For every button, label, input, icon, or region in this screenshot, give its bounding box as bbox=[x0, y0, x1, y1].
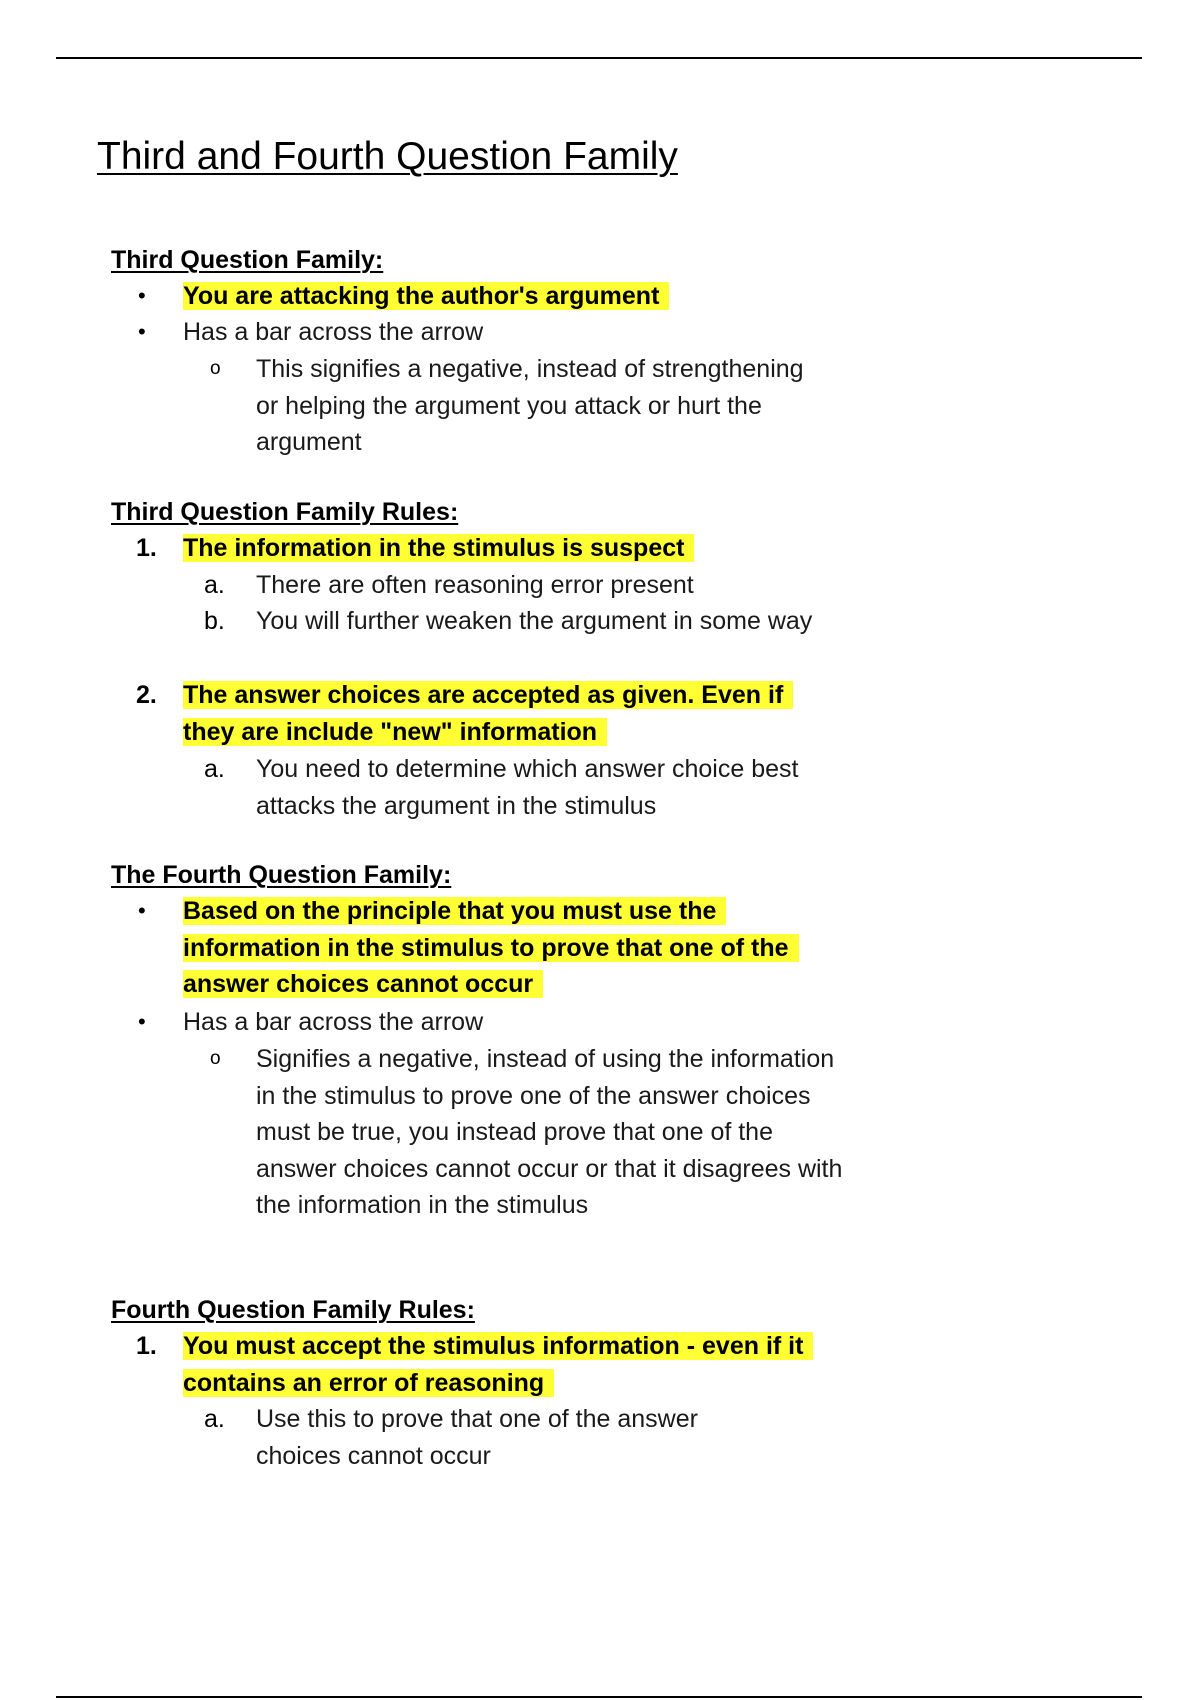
highlighted-text: Based on the principle that you must use the information in the stimulus to prove that one of the answer choices cannot occur bbox=[183, 897, 799, 998]
list-number: 2. bbox=[136, 681, 157, 709]
list-item-text: There are often reasoning error present bbox=[256, 571, 694, 599]
list-item-text: Has a bar across the arrow bbox=[183, 1008, 484, 1036]
list-item-text: Signifies a negative, instead of using the information in the stimulus to prove one of the answer choices must be true, you instead prove that one of the answer choices cannot occur or that it disagrees with the information in the stimulus bbox=[256, 1045, 843, 1219]
bullet-icon: • bbox=[138, 319, 146, 344]
top-rule bbox=[56, 57, 1142, 59]
list-item bbox=[204, 751, 816, 824]
heading-fourth-question-family: The Fourth Question Family: bbox=[111, 861, 452, 889]
list-item bbox=[204, 603, 836, 640]
list-item-text: You need to determine which answer choice best attacks the argument in the stimulus bbox=[256, 755, 799, 820]
list-item-text: You will further weaken the argument in some way bbox=[256, 607, 813, 635]
circle-bullet-icon: o bbox=[210, 358, 221, 379]
list-item-text: This signifies a negative, instead of strengthening or helping the argument you attack or hurt the argument bbox=[256, 355, 804, 456]
list-item bbox=[136, 1328, 843, 1401]
page-title: Third and Fourth Question Family bbox=[97, 135, 678, 178]
circle-bullet-icon: o bbox=[210, 1048, 221, 1069]
list-item bbox=[138, 893, 843, 1003]
list-item bbox=[204, 1401, 776, 1474]
list-letter: b. bbox=[204, 607, 225, 635]
highlighted-text: The answer choices are accepted as given. Even if they are include "new" information bbox=[183, 681, 793, 746]
list-item bbox=[136, 530, 823, 567]
list-item bbox=[210, 351, 816, 461]
heading-third-question-family: Third Question Family: bbox=[111, 246, 384, 274]
bottom-rule bbox=[56, 1696, 1142, 1698]
highlighted-text: You are attacking the author's argument bbox=[183, 282, 669, 310]
list-item bbox=[136, 677, 813, 750]
list-item-text: Has a bar across the arrow bbox=[183, 318, 484, 346]
bullet-icon: • bbox=[138, 898, 146, 923]
list-number: 1. bbox=[136, 534, 157, 562]
highlighted-text: The information in the stimulus is suspect bbox=[183, 534, 694, 562]
list-item bbox=[138, 1004, 823, 1041]
list-number: 1. bbox=[136, 1332, 157, 1360]
highlighted-text: You must accept the stimulus information - even if it contains an error of reasoning bbox=[183, 1332, 813, 1397]
list-item bbox=[138, 278, 823, 315]
heading-fourth-question-family-rules: Fourth Question Family Rules: bbox=[111, 1296, 475, 1324]
list-item-text: Use this to prove that one of the answer choices cannot occur bbox=[256, 1405, 698, 1470]
list-letter: a. bbox=[204, 1405, 225, 1433]
list-letter: a. bbox=[204, 755, 225, 783]
bullet-icon: • bbox=[138, 1009, 146, 1034]
list-item bbox=[210, 1041, 856, 1224]
list-letter: a. bbox=[204, 571, 225, 599]
heading-third-question-family-rules: Third Question Family Rules: bbox=[111, 498, 459, 526]
bullet-icon: • bbox=[138, 283, 146, 308]
list-item bbox=[204, 567, 846, 604]
list-item bbox=[138, 314, 823, 351]
